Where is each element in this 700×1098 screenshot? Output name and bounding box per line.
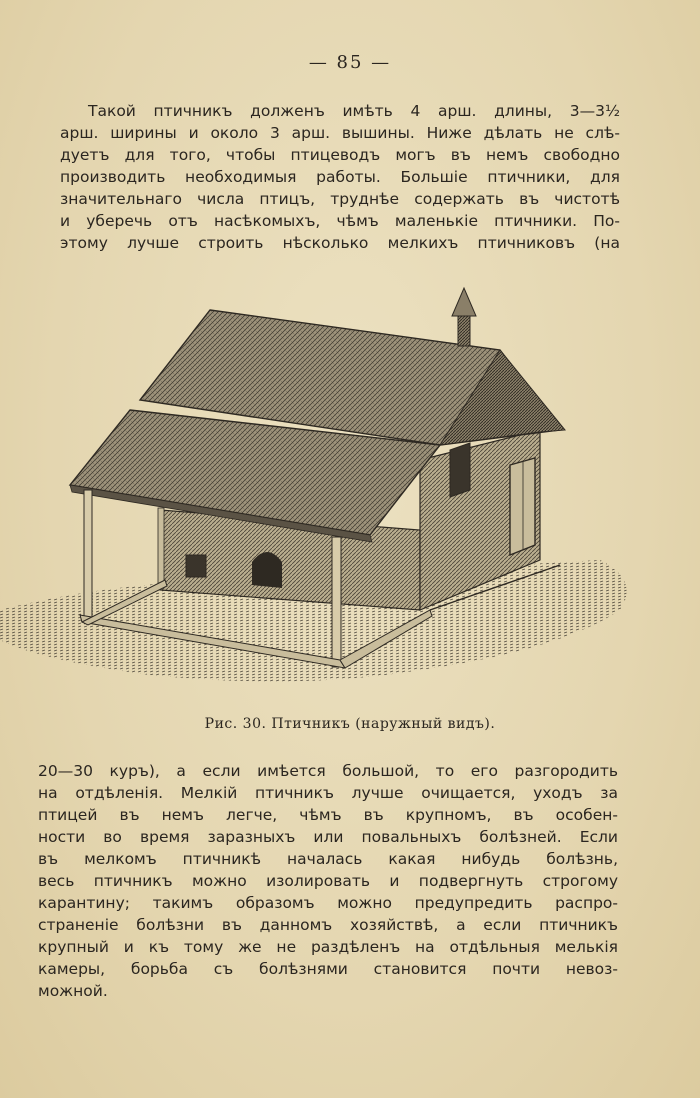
text-line: страненіе болѣзни въ данномъ хозяйствѣ, а если птичникъ — [38, 916, 618, 934]
text-line: крупный и къ тому же не раздѣленъ на отдѣльныя мелькія — [38, 938, 618, 956]
text-line: въ мелкомъ птичникѣ началась какая нибудь болѣзнь, — [38, 850, 618, 868]
text-line: Такой птичникъ долженъ имѣть 4 арш. длины, 3—3½ — [88, 102, 620, 120]
poultry-house-illustration — [0, 280, 700, 700]
figure-caption: Рис. 30. Птичникъ (наружный видъ). — [204, 716, 496, 732]
text-line: значительнаго числа птицъ, труднѣе содержать въ чистотѣ — [60, 190, 620, 208]
text-line: дуетъ для того, чтобы птицеводъ могъ въ немъ свободно — [60, 146, 620, 164]
text-line: на отдѣленія. Мелкій птичникъ лучше очищается, уходъ за — [38, 784, 618, 802]
text-line: 20—30 куръ), а если имѣется большой, то его разгородить — [38, 762, 618, 780]
paragraph-top — [60, 100, 620, 254]
paragraph-bottom — [38, 760, 618, 1002]
page-number: — 85 — — [308, 52, 392, 73]
text-line: ности во время заразныхъ или повальныхъ болѣзней. Если — [38, 828, 618, 846]
text-line: и уберечь отъ насѣкомыхъ, чѣмъ маленькіе птичники. По- — [60, 212, 620, 230]
figure-poultry-house — [0, 280, 700, 700]
text-line: птицей въ немъ легче, чѣмъ въ крупномъ, въ особен- — [38, 806, 618, 824]
text-line: можной. — [38, 982, 108, 1000]
text-line: этому лучше строить нѣсколько мелкихъ птичниковъ (на — [60, 234, 620, 252]
text-line: весь птичникъ можно изолировать и подвергнуть строгому — [38, 872, 618, 890]
text-line: производить необходимыя работы. Большіе птичники, для — [60, 168, 620, 186]
text-line: карантину; такимъ образомъ можно предупредить распро- — [38, 894, 618, 912]
text-line: камеры, борьба съ болѣзнями становится почти невоз- — [38, 960, 618, 978]
text-line: арш. ширины и около 3 арш. вышины. Ниже дѣлать не слѣ- — [60, 124, 620, 142]
